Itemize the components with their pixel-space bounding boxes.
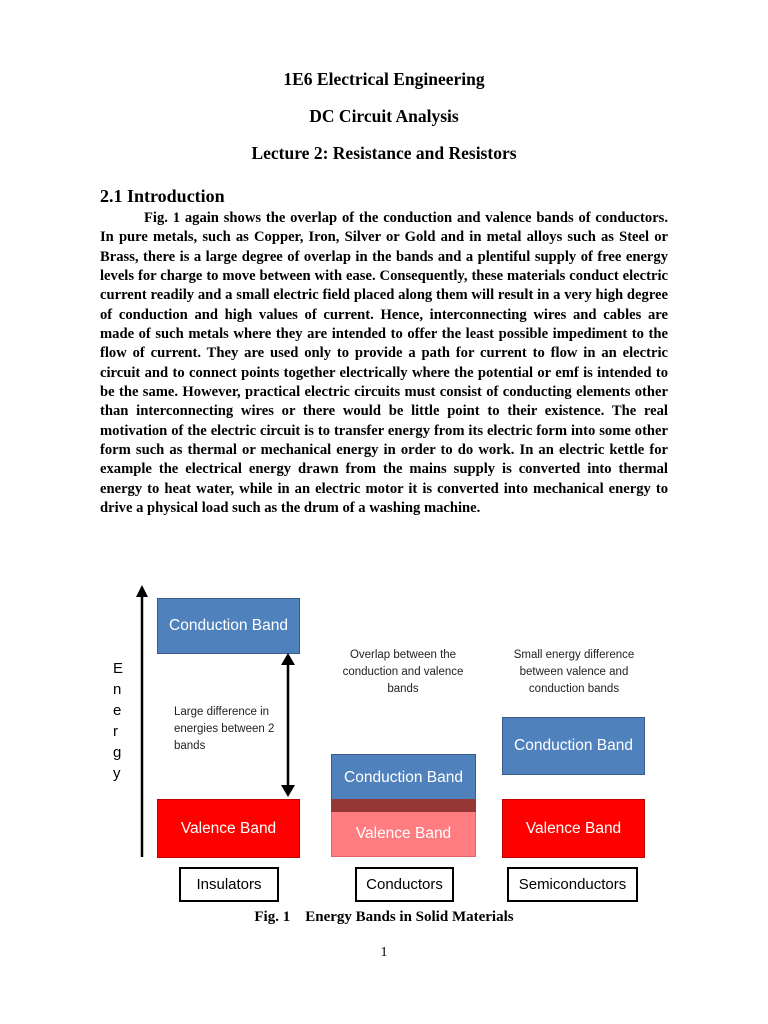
axis-letter: E — [113, 660, 124, 677]
conductor-valence-band: Valence Band — [331, 812, 476, 857]
conductor-note: Overlap between the conduction and valence bands — [342, 649, 464, 695]
double-arrow-icon — [280, 653, 296, 797]
course-title: 1E6 Electrical Engineering — [283, 69, 485, 89]
axis-letter: g — [113, 744, 122, 761]
semiconductor-valence-band: Valence Band — [502, 799, 645, 858]
semiconductor-conduction-band: Conduction Band — [502, 717, 645, 775]
conductor-conduction-band: Conduction Band — [331, 754, 476, 800]
band-overlap-region — [331, 799, 476, 812]
energy-axis-arrow-icon — [134, 585, 150, 860]
axis-letter: r — [113, 723, 118, 740]
axis-letter: n — [113, 681, 122, 698]
insulators-label: Insulators — [179, 867, 279, 902]
insulator-conduction-band: Conduction Band — [157, 598, 300, 654]
axis-letter: y — [113, 765, 121, 782]
semiconductors-label: Semiconductors — [507, 867, 638, 902]
figure-caption: Fig. 1 Energy Bands in Solid Materials — [254, 909, 514, 925]
energy-bands-figure — [100, 585, 668, 905]
page-number: 1 — [380, 945, 388, 960]
axis-letter: e — [113, 702, 122, 719]
conductors-label: Conductors — [355, 867, 454, 902]
subject-title: DC Circuit Analysis — [309, 106, 459, 126]
semiconductor-note: Small energy difference between valence and conduction bands — [513, 649, 635, 695]
insulator-valence-band: Valence Band — [157, 799, 300, 858]
insulator-note: Large difference in energies between 2 bands — [174, 706, 275, 752]
section-heading: 2.1 Introduction — [100, 186, 225, 206]
lecture-title: Lecture 2: Resistance and Resistors — [251, 143, 517, 163]
intro-paragraph: Fig. 1 again shows the overlap of the conduction and valence bands of conductors. In pure metals, such as Copper, Iron, Silver or Gold and in metal alloys such as Steel or Brass, there is a large degree of overlap in the bands and a plentiful supply of free energy levels for charge to move between with ease. Consequently, these materials conduct electric current readily and a small electric field placed along them will result in a very high degree of conduction and high values of current. Hence, interconnecting wires and cables are made of such metals where they are intended to offer the least possible impediment to the flow of current. They are used only to provide a path for current to flow in an electric circuit and to connect points together electrically where the potential or emf is intended to be the same. However, practical electric circuits must consist of conducting elements other than interconnecting wires or there would be little point to their existence. The real motivation of the electric circuit is to transfer energy from its electric form into some other form such as thermal or mechanical energy in order to do work. In an electric kettle for example the electrical energy drawn from the mains supply is converted into thermal energy to heat water, while in an electric motor it is converted into mechanical energy to drive a physical load such as the drum of a washing machine. — [100, 210, 668, 517]
